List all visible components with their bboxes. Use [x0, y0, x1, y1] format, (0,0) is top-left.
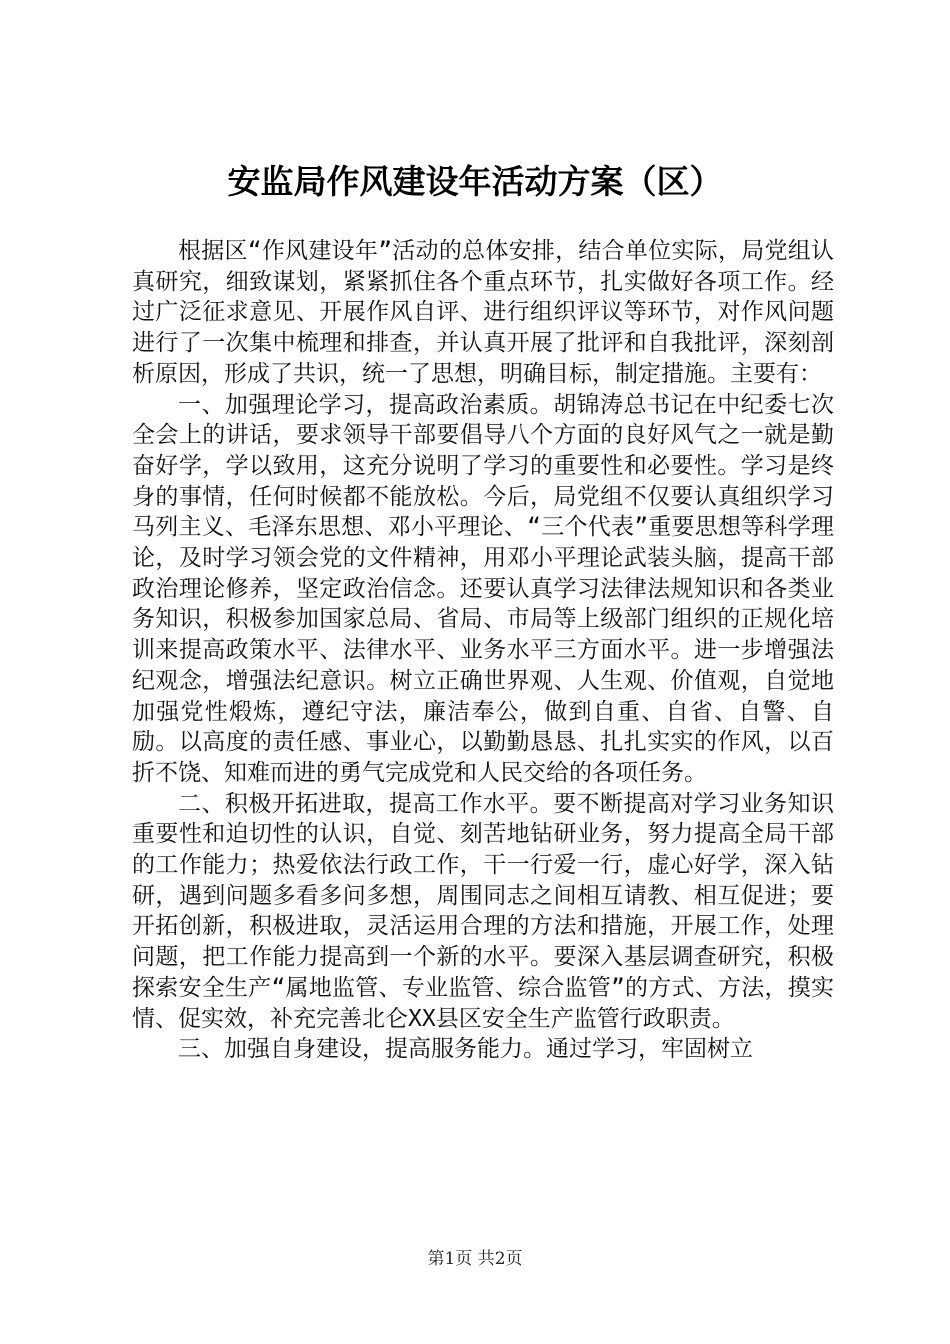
page-number-footer: 第1页 共2页	[427, 1249, 523, 1269]
paragraph-intro: 根据区“作风建设年”活动的总体安排，结合单位实际，局党组认真研究，细致谋划，紧紧抓住各个重点环节，扎实做好各项工作。经过广泛征求意见、开展作风自评、进行组织评议等环节，对作风问题进行了一次集中梳理和排查，并认真开展了批评和自我批评，深刻剖析原因，形成了共识，统一了思想，明确目标，制定措施。主要有：	[132, 238, 834, 387]
paragraph-section-2: 二、积极开拓进取，提高工作水平。要不断提高对学习业务知识重要性和迫切性的认识，自觉、刻苦地钻研业务，努力提高全局干部的工作能力；热爱依法行政工作，干一行爱一行，虚心好学，深入钻研，遇到问题多看多问多想，周围同志之间相互请教、相互促进；要开拓创新，积极进取，灵活运用合理的方法和措施，开展工作，处理问题，把工作能力提高到一个新的水平。要深入基层调查研究，积极探索安全生产“属地监管、专业监管、综合监管”的方式、方法，摸实情、促实效，补充完善北仑XX县区安全生产监管行政职责。	[132, 790, 834, 1032]
paragraph-section-3: 三、加强自身建设，提高服务能力。通过学习，牢固树立	[178, 1036, 753, 1063]
document-body	[132, 236, 834, 1065]
paragraph-section-1: 一、加强理论学习，提高政治素质。胡锦涛总书记在中纪委七次全会上的讲话，要求领导干部要倡导八个方面的良好风气之一就是勤奋好学，学以致用，这充分说明了学习的重要性和必要性。学习是终身的事情，任何时候都不能放松。今后，局党组不仅要认真组织学习马列主义、毛泽东思想、邓小平理论、“三个代表”重要思想等科学理论，及时学习领会党的文件精神，用邓小平理论武装头脑，提高干部政治理论修养，坚定政治信念。还要认真学习法律法规知识和各类业务知识，积极参加国家总局、省局、市局等上级部门组织的正规化培训来提高政策水平、法律水平、业务水平三方面水平。进一步增强法纪观念，增强法纪意识。树立正确世界观、人生观、价值观，自觉地加强党性煅炼，遵纪守法，廉洁奉公，做到自重、自省、自警、自励。以高度的责任感、事业心，以勤勤恳恳、扎扎实实的作风，以百折不饶、知难而进的勇气完成党和人民交给的各项任务。	[132, 391, 834, 786]
document-title: 安监局作风建设年活动方案（区）	[227, 162, 723, 201]
